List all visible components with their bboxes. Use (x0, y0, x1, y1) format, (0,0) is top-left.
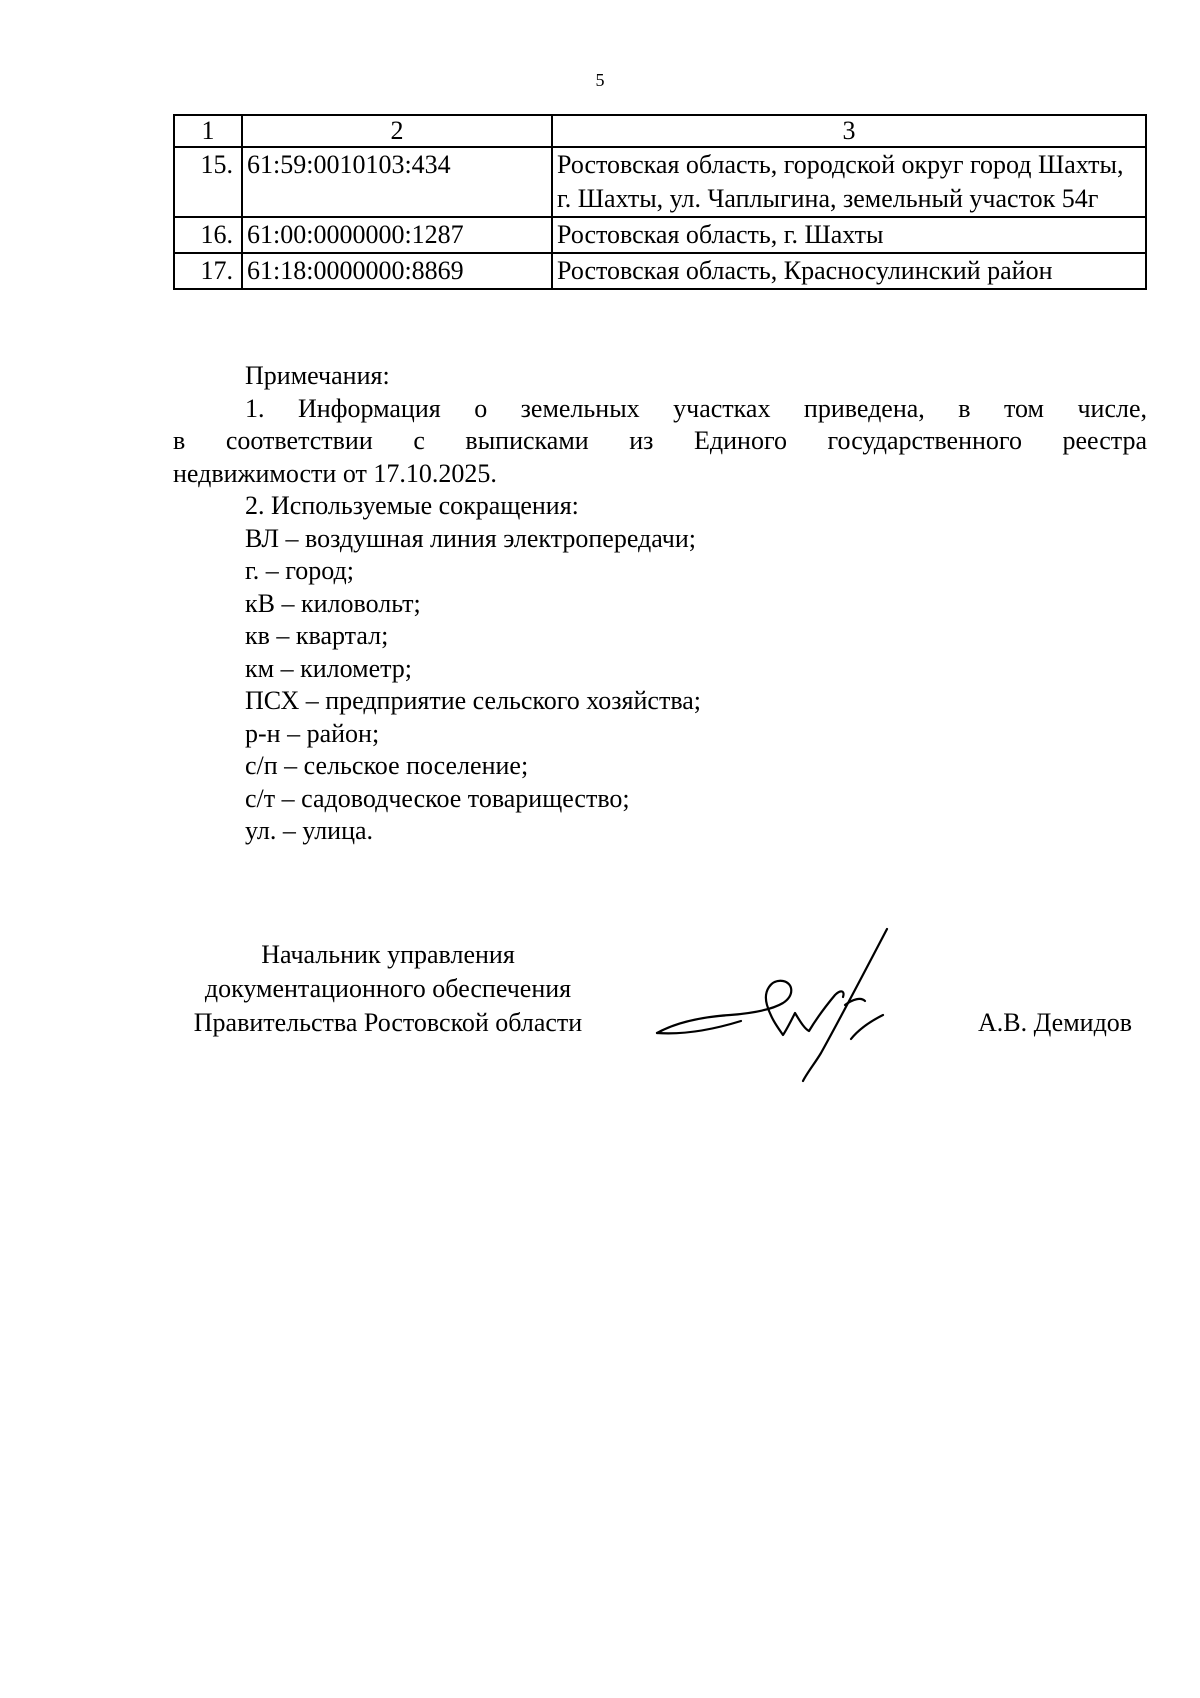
note-2-title: 2. Используемые сокращения: (245, 491, 579, 520)
header-col-1: 1 (174, 115, 242, 147)
table-row (174, 217, 1146, 253)
plot-address: Ростовская область, г. Шахты (552, 217, 1146, 253)
position-line-1: Начальник управления (261, 940, 515, 969)
plot-address: Ростовская область, Красносулинский район (552, 253, 1146, 289)
abbreviation-item: ул. – улица. (245, 816, 374, 845)
row-number: 15. (174, 147, 242, 217)
page-number: 5 (595, 70, 605, 90)
note-1-line-2: в соответствии с выписками из Единого государственного реестра (173, 426, 1147, 455)
handwritten-signature (655, 925, 955, 1085)
position-line-2: документационного обеспечения (204, 974, 572, 1003)
header-col-3: 3 (552, 115, 1146, 147)
notes-title: Примечания: (245, 361, 390, 390)
cadastral-number: 61:00:0000000:1287 (242, 217, 552, 253)
row-number: 16. (174, 217, 242, 253)
abbreviation-item: р-н – район; (245, 718, 380, 748)
cadastral-number: 61:59:0010103:434 (242, 147, 552, 217)
cadastral-number: 61:18:0000000:8869 (242, 253, 552, 289)
notes-section (173, 360, 1147, 848)
note-1-line-3: недвижимости от 17.10.2025. (173, 458, 497, 488)
abbreviation-item: с/п – сельское поселение; (245, 751, 529, 780)
signatory-name: А.В. Демидов (978, 1008, 1133, 1037)
abbreviation-item: кВ – киловольт; (245, 588, 421, 618)
plot-address: Ростовская область, городской округ город Шахты, г. Шахты, ул. Чаплыгина, земельный участок 54г (552, 147, 1146, 217)
note-1-line-1: 1. Информация о земельных участках приведена, в том числе, (245, 393, 1147, 423)
table-header-row (174, 115, 1146, 147)
header-col-2: 2 (242, 115, 552, 147)
abbreviation-item: ВЛ – воздушная линия электропередачи; (245, 523, 696, 553)
table-row (174, 253, 1146, 289)
abbreviation-item: кв – квартал; (245, 621, 389, 650)
abbreviation-item: с/т – садоводческое товарищество; (245, 783, 630, 813)
abbreviation-item: км – километр; (245, 653, 413, 683)
abbreviation-item: ПСХ – предприятие сельского хозяйства; (245, 686, 702, 715)
table-row (174, 147, 1146, 217)
signatory-position (173, 938, 603, 1040)
position-line-3: Правительства Ростовской области (193, 1008, 583, 1037)
row-number: 17. (174, 253, 242, 289)
abbreviation-item: г. – город; (245, 556, 354, 585)
land-plots-table (173, 114, 1147, 290)
